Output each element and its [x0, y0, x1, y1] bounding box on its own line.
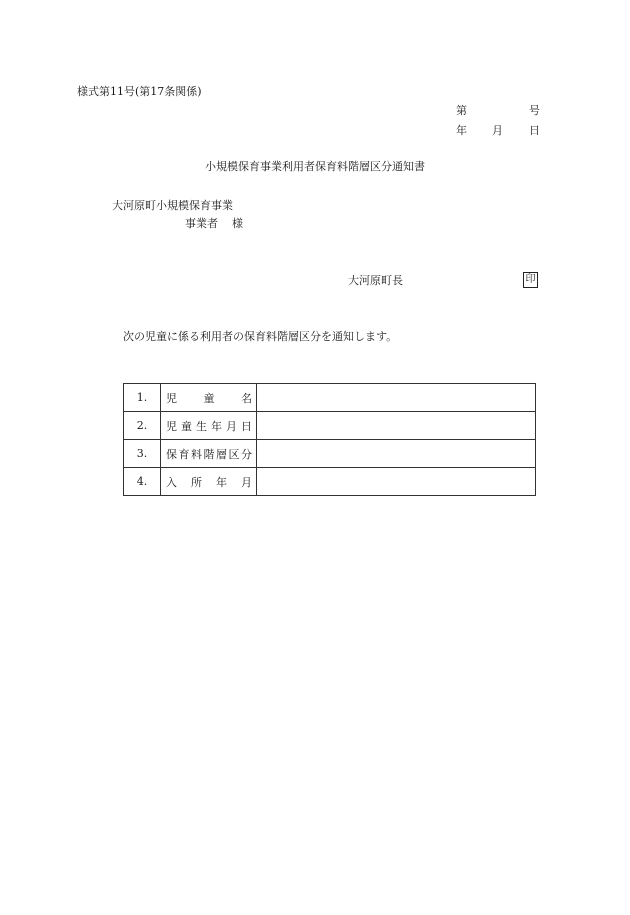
- child-info-table: [123, 383, 536, 496]
- row-label-char: 年: [211, 419, 222, 433]
- row-label-char: 生: [196, 419, 207, 433]
- row-label: [161, 440, 257, 468]
- body-text: 次の児童に係る利用者の保育料階層区分を通知します。: [123, 330, 398, 343]
- row-label-text: [161, 390, 256, 406]
- row-label-char: 保: [166, 447, 177, 461]
- row-label-char: 入: [166, 475, 177, 489]
- row-label-char: 童: [181, 419, 192, 433]
- row-label-char: 児: [166, 391, 177, 405]
- table-row: [124, 440, 536, 468]
- recipient-role: 事業者: [185, 217, 218, 230]
- row-label-char: 児: [166, 419, 177, 433]
- child-info-table-body: [124, 384, 536, 496]
- row-label-text: [161, 418, 256, 434]
- row-label-char: 名: [241, 391, 252, 405]
- date-month-label: 月: [492, 124, 503, 137]
- row-number: 2.: [124, 412, 161, 440]
- row-label-char: 階: [203, 447, 215, 461]
- row-value: [257, 412, 536, 440]
- document-number-suffix: 号: [529, 104, 540, 117]
- row-label-text: [161, 474, 256, 490]
- document-title: 小規模保育事業利用者保育料階層区分通知書: [205, 160, 425, 173]
- row-value: [257, 384, 536, 412]
- row-label-text: [161, 446, 256, 462]
- recipient-honorific: 様: [232, 217, 243, 230]
- recipient-name: 大河原町小規模保育事業: [112, 199, 233, 212]
- row-label-char: 童: [203, 391, 215, 405]
- row-number: 3.: [124, 440, 161, 468]
- row-label: [161, 384, 257, 412]
- row-label: [161, 412, 257, 440]
- row-number: 4.: [124, 468, 161, 496]
- row-label-char: 分: [241, 447, 252, 461]
- table-row: [124, 412, 536, 440]
- row-label-char: 月: [226, 419, 237, 433]
- seal-stamp-box: 印: [523, 272, 538, 288]
- issuer-name: 大河原町長: [348, 274, 403, 287]
- date-year-label: 年: [456, 124, 467, 137]
- row-label-char: 区: [228, 447, 240, 461]
- form-number: 様式第11号(第17条関係): [77, 85, 202, 98]
- row-label-char: 料: [191, 447, 202, 461]
- row-value: [257, 468, 536, 496]
- table-row: [124, 384, 536, 412]
- table-row: [124, 468, 536, 496]
- date-day-label: 日: [529, 124, 540, 137]
- document-number-prefix: 第: [456, 104, 467, 117]
- row-value: [257, 440, 536, 468]
- row-label-char: 育: [178, 447, 190, 461]
- row-label-char: 年: [216, 475, 227, 489]
- row-label-char: 層: [216, 447, 227, 461]
- row-label: [161, 468, 257, 496]
- row-number: 1.: [124, 384, 161, 412]
- row-label-char: 日: [241, 419, 252, 433]
- row-label-char: 所: [191, 475, 202, 489]
- row-label-char: 月: [241, 475, 252, 489]
